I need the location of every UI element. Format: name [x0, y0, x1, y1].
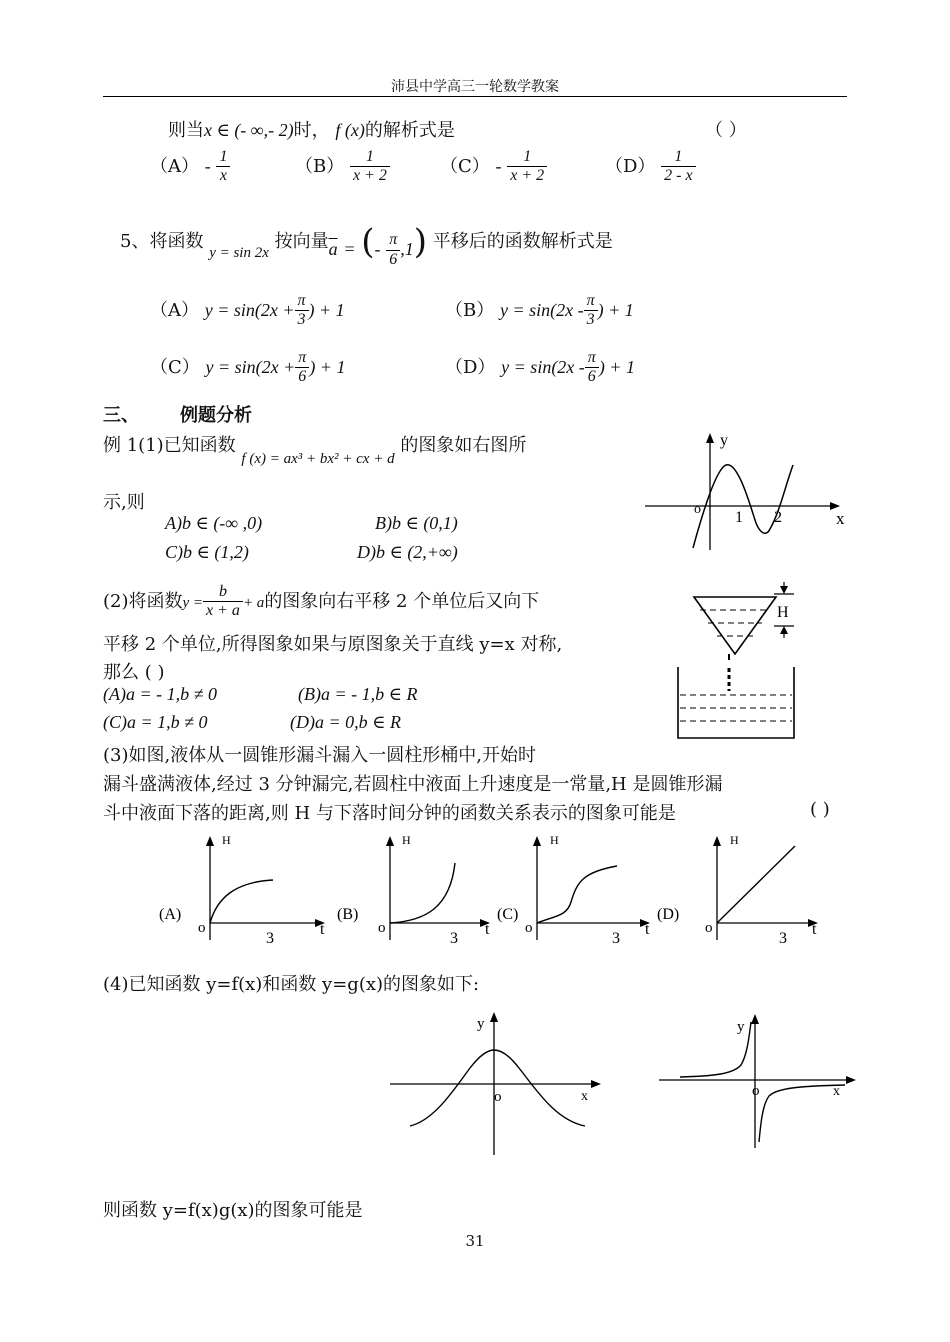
svg-text:y: y [737, 1019, 745, 1035]
q4-answer-blank: （ ） [705, 120, 747, 141]
svg-text:H: H [402, 833, 411, 847]
svg-text:t: t [645, 921, 650, 938]
svg-text:x: x [581, 1089, 588, 1104]
f-curve [410, 1050, 585, 1126]
svg-text:o: o [525, 920, 533, 936]
ex1-2-fraction: $\frac{b}{x + a}$ [203, 583, 243, 621]
h-line-d [717, 846, 795, 923]
q4-stem: 则当x ∈ (- ∞,- 2)时， f (x)的解析式是 [168, 120, 455, 141]
section-3-number: 三、 [103, 405, 139, 426]
cubic-graph [640, 425, 850, 555]
h-graph-c-label: (C) [497, 906, 519, 923]
h-arrow-down [780, 586, 788, 594]
h-graph-b-label: (B) [337, 906, 359, 923]
ex1-2-stem: (2)将函数y = $\frac{b}{x + a}$ + a的图象向右平移 2 个单位后又向下 [103, 583, 540, 620]
ex1-3-line2: 漏斗盛满液体,经过 3 分钟漏完,若圆柱中液面上升速度是一常量,H 是圆锥形漏 [103, 774, 723, 795]
q4-option-b-fraction: $\frac{1}{x + 2}$ [350, 148, 390, 186]
svg-text:3: 3 [779, 930, 787, 947]
q5-option-c-fraction: $\frac{\pi}{6}$ [295, 349, 309, 387]
ex1-4-line1: (4)已知函数 y=f(x)和函数 y=g(x)的图象如下: [103, 974, 480, 995]
cubic-y-arrow [706, 433, 714, 443]
h-curve-a [210, 880, 273, 923]
ex1-1-option-d: D)b ∈ (2,+∞) [357, 542, 458, 562]
ex1-2-option-a: (A)a = - 1,b ≠ 0 [103, 684, 218, 704]
svg-text:t: t [320, 921, 325, 938]
ex1-1-option-a: A)b ∈ (-∞ ,0) [165, 513, 263, 533]
q4-option-d: （D） $\frac{1}{2 - x}$ [605, 148, 696, 186]
svg-text:o: o [705, 920, 713, 936]
svg-text:H: H [222, 833, 231, 847]
h-curve-c [537, 866, 617, 923]
page-number: 31 [465, 1232, 485, 1250]
h-graph-b [335, 828, 515, 950]
q5-pi-over-6: $\frac{\pi}{6}$ [386, 231, 400, 269]
ex1-2-option-d: (D)a = 0,b ∈ R [290, 712, 401, 732]
funnel-cylinder-diagram [670, 580, 810, 745]
h-graph-c [495, 828, 675, 950]
q4-option-d-fraction: $\frac{1}{2 - x}$ [661, 148, 695, 186]
h-label: H [777, 604, 789, 621]
cubic-origin-label: o [694, 502, 701, 517]
ex1-1-stem: 例 1(1)已知函数 $_{f (x) = ax^3 + bx^2 + cx + d}$ 的图象如右图所 [103, 435, 527, 467]
svg-text:x: x [833, 1084, 840, 1099]
cubic-tick-1: 1 [735, 509, 743, 526]
cylinder-bucket [678, 667, 794, 738]
q4-option-a-fraction: $\frac{1}{x}$ [216, 148, 230, 186]
svg-text:3: 3 [266, 930, 274, 947]
ex1-2-line2: 平移 2 个单位,所得图象如果与原图象关于直线 y=x 对称, [103, 634, 563, 655]
svg-text:t: t [485, 921, 490, 938]
q5-option-c: （C） y = sin(2x + $\frac{\pi}{6}$ ) + 1 [150, 349, 346, 386]
q4-option-c: （C） - $\frac{1}{x + 2}$ [440, 148, 547, 186]
q5-stem: 5、将函数 $_{y = sin 2x}$ 按向量$\overline{a}$ = (- $\frac{\pi}{6}$ ,1) 平移后的函数解析式是 [120, 222, 613, 268]
svg-text:o: o [494, 1089, 502, 1105]
ex1-1-option-b: B)b ∈ (0,1) [375, 513, 458, 533]
q5-right-paren: ) [413, 222, 428, 262]
h-graph-d-label: (D) [657, 906, 680, 923]
ex1-3-line3: 斗中液面下落的距离,则 H 与下落时间分钟的函数关系表示的图象可能是 [103, 803, 676, 824]
section-3-title: 例题分析 [180, 405, 252, 426]
ex1-1-option-c: C)b ∈ (1,2) [165, 542, 249, 562]
svg-text:o: o [378, 920, 386, 936]
svg-text:o: o [752, 1083, 760, 1099]
h-curve-b [390, 863, 455, 923]
cubic-tick-2: 2 [774, 509, 782, 526]
svg-text:3: 3 [612, 930, 620, 947]
svg-text:y: y [477, 1016, 485, 1032]
svg-text:t: t [812, 921, 817, 938]
h-graph-a [155, 828, 335, 950]
svg-text:H: H [730, 833, 739, 847]
ex1-3-answer-blank: ( ) [810, 799, 830, 820]
ex1-4-line2: 则函数 y=f(x)g(x)的图象可能是 [103, 1200, 363, 1221]
ex1-2-line3: 那么 ( ) [103, 662, 165, 683]
ex1-1-line2: 示,则 [103, 492, 145, 513]
header-rule [103, 96, 847, 97]
cubic-y-label: y [720, 432, 728, 449]
q4-option-c-fraction: $\frac{1}{x + 2}$ [507, 148, 547, 186]
svg-text:H: H [550, 833, 559, 847]
cubic-x-label: x [836, 509, 845, 528]
q5-option-d: （D） y = sin(2x - $\frac{\pi}{6}$ ) + 1 [445, 349, 635, 386]
q4-option-b: （B） $\frac{1}{x + 2}$ [295, 148, 390, 186]
h-graph-d [655, 828, 835, 950]
q4-option-a: （A） - $\frac{1}{x}$ [150, 148, 230, 186]
g-graph [655, 1010, 865, 1160]
ex1-3-line1: (3)如图,液体从一圆锥形漏斗漏入一圆柱形桶中,开始时 [103, 745, 536, 766]
page-header-title: 沛县中学高三一轮数学教案 [391, 79, 559, 95]
q5-option-b-fraction: $\frac{\pi}{3}$ [584, 292, 598, 330]
q5-option-a-fraction: $\frac{\pi}{3}$ [295, 292, 309, 330]
h-arrow-up [780, 626, 788, 634]
svg-text:3: 3 [450, 930, 458, 947]
funnel-cone [694, 597, 776, 654]
q5-option-a: （A） y = sin(2x + $\frac{\pi}{3}$ ) + 1 [150, 292, 345, 329]
q5-option-d-fraction: $\frac{\pi}{6}$ [585, 349, 599, 387]
f-graph [385, 1010, 610, 1160]
h-graph-a-label: (A) [159, 906, 182, 923]
ex1-2-option-b: (B)a = - 1,b ∈ R [298, 684, 418, 704]
ex1-2-option-c: (C)a = 1,b ≠ 0 [103, 712, 208, 732]
q5-left-paren: ( [361, 222, 375, 262]
q5-option-b: （B） y = sin(2x - $\frac{\pi}{3}$ ) + 1 [445, 292, 634, 329]
svg-text:o: o [198, 920, 206, 936]
